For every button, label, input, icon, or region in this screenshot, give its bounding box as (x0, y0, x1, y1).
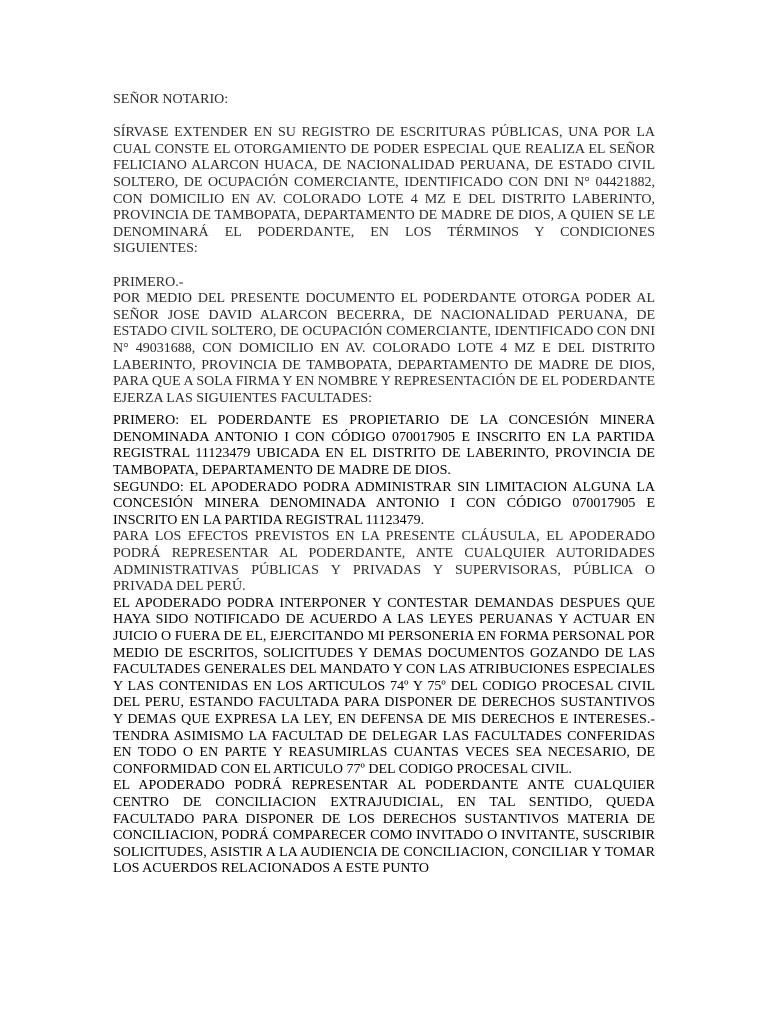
clause-segundo: SEGUNDO: EL APODERADO PODRA ADMINISTRAR SIN LIMITACION ALGUNA LA CONCESIÓN MINERA DENOMINADA ANTONIO I CON CÓDIGO 070017905 E INSCRITO EN LA PARTIDA REGISTRAL 11123479. (113, 479, 655, 528)
clause-efectos: PARA LOS EFECTOS PREVISTOS EN LA PRESENTE CLÁUSULA, EL APODERADO PODRÁ REPRESENTAR AL PODERDANTE, ANTE CUALQUIER AUTORIDADES ADMINISTRATIVAS PÚBLICAS Y PRIVADAS Y SUPERVISORAS, PÚBLICA O PRIVADA DEL PERÚ. (113, 529, 655, 595)
clause-conciliacion: EL APODERADO PODRÁ REPRESENTAR AL PODERDANTE ANTE CUALQUIER CENTRO DE CONCILIACION EXTRAJUDICIAL, EN TAL SENTIDO, QUEDA FACULTADO PARA DISPONER DE LOS DERECHOS SUSTANTIVOS MATERIA DE CONCILIACION, PODRÁ COMPARECER COMO INVITADO O INVITANTE, SUSCRIBIR SOLICITUDES, ASISTIR A LA AUDIENCIA DE CONCILIACION, CONCILIAR Y TOMAR LOS ACUERDOS RELACIONADOS A ESTE PUNTO (113, 778, 655, 877)
first-body-paragraph: POR MEDIO DEL PRESENTE DOCUMENTO EL PODERDANTE OTORGA PODER AL SEÑOR JOSE DAVID ALARCON BECERRA, DE NACIONALIDAD PERUANA, DE ESTADO CIVIL SOLTERO, DE OCUPACIÓN COMERCIANTE, IDENTIFICADO CON DNI N° 49031688, CON DOMICILIO EN AV. COLORADO LOTE 4 MZ E DEL DISTRITO LABERINTO, PROVINCIA DE TAMBOPATA, DEPARTAMENTO DE MADRE DE DIOS, PARA QUE A SOLA FIRMA Y EN NOMBRE Y REPRESENTACIÓN DE EL PODERDANTE EJERZA LAS SIGUIENTES FACULTADES: (113, 291, 655, 406)
clause-primero: PRIMERO: EL PODERDANTE ES PROPIETARIO DE LA CONCESIÓN MINERA DENOMINADA ANTONIO I CON CÓDIGO 070017905 E INSCRITO EN LA PARTIDA REGISTRAL 11123479 UBICADA EN EL DISTRITO DE LABERINTO, PROVINCIA DE TAMBOPATA, DEPARTAMENTO DE MADRE DE DIOS. (113, 413, 655, 479)
first-heading: PRIMERO.- (113, 274, 184, 290)
document-page (113, 92, 655, 878)
clause-demandas: EL APODERADO PODRA INTERPONER Y CONTESTAR DEMANDAS DESPUES QUE HAYA SIDO NOTIFICADO DE ACUERDO A LAS LEYES PERUANAS Y ACTUAR EN JUICIO O FUERA DE EL, EJERCITANDO MI PERSONERIA EN FORMA PERSONAL POR MEDIO DE ESCRITOS, SOLICITUDES Y DEMAS DOCUMENTOS GOZANDO DE LAS FACULTADES GENERALES DEL MANDATO Y CON LAS ATRIBUCIONES ESPECIALES Y LAS CONTENIDAS EN LOS ARTICULOS 74º Y 75º DEL CODIGO PROCESAL CIVIL DEL PERU, ESTANDO FACULTADA PARA DISPONER DE DERECHOS SUSTANTIVOS Y DEMAS QUE EXPRESA LA LEY, EN DEFENSA DE MIS DERECHOS E INTERESES.- TENDRA ASIMISMO LA FACULTAD DE DELEGAR LAS FACULTADES CONFERIDAS EN TODO O EN PARTE Y REASUMIRLAS CUANTAS VECES SEA NECESARIO, DE CONFORMIDAD CON EL ARTICULO 77º DEL CODIGO PROCESAL CIVIL. (113, 595, 655, 777)
spacer (113, 258, 655, 275)
intro-paragraph: SÍRVASE EXTENDER EN SU REGISTRO DE ESCRITURAS PÚBLICAS, UNA POR LA CUAL CONSTE EL OTORGAMIENTO DE PODER ESPECIAL QUE REALIZA EL SEÑOR FELICIANO ALARCON HUACA, DE NACIONALIDAD PERUANA, DE ESTADO CIVIL SOLTERO, DE OCUPACIÓN COMERCIANTE, IDENTIFICADO CON DNI N° 04421882, CON DOMICILIO EN AV. COLORADO LOTE 4 MZ E DEL DISTRITO LABERINTO, PROVINCIA DE TAMBOPATA, DEPARTAMENTO DE MADRE DE DIOS, A QUIEN SE LE DENOMINARÁ EL PODERDANTE, EN LOS TÉRMINOS Y CONDICIONES SIGUIENTES: (113, 125, 655, 257)
salutation: SEÑOR NOTARIO: (113, 92, 229, 107)
spacer (113, 109, 655, 126)
